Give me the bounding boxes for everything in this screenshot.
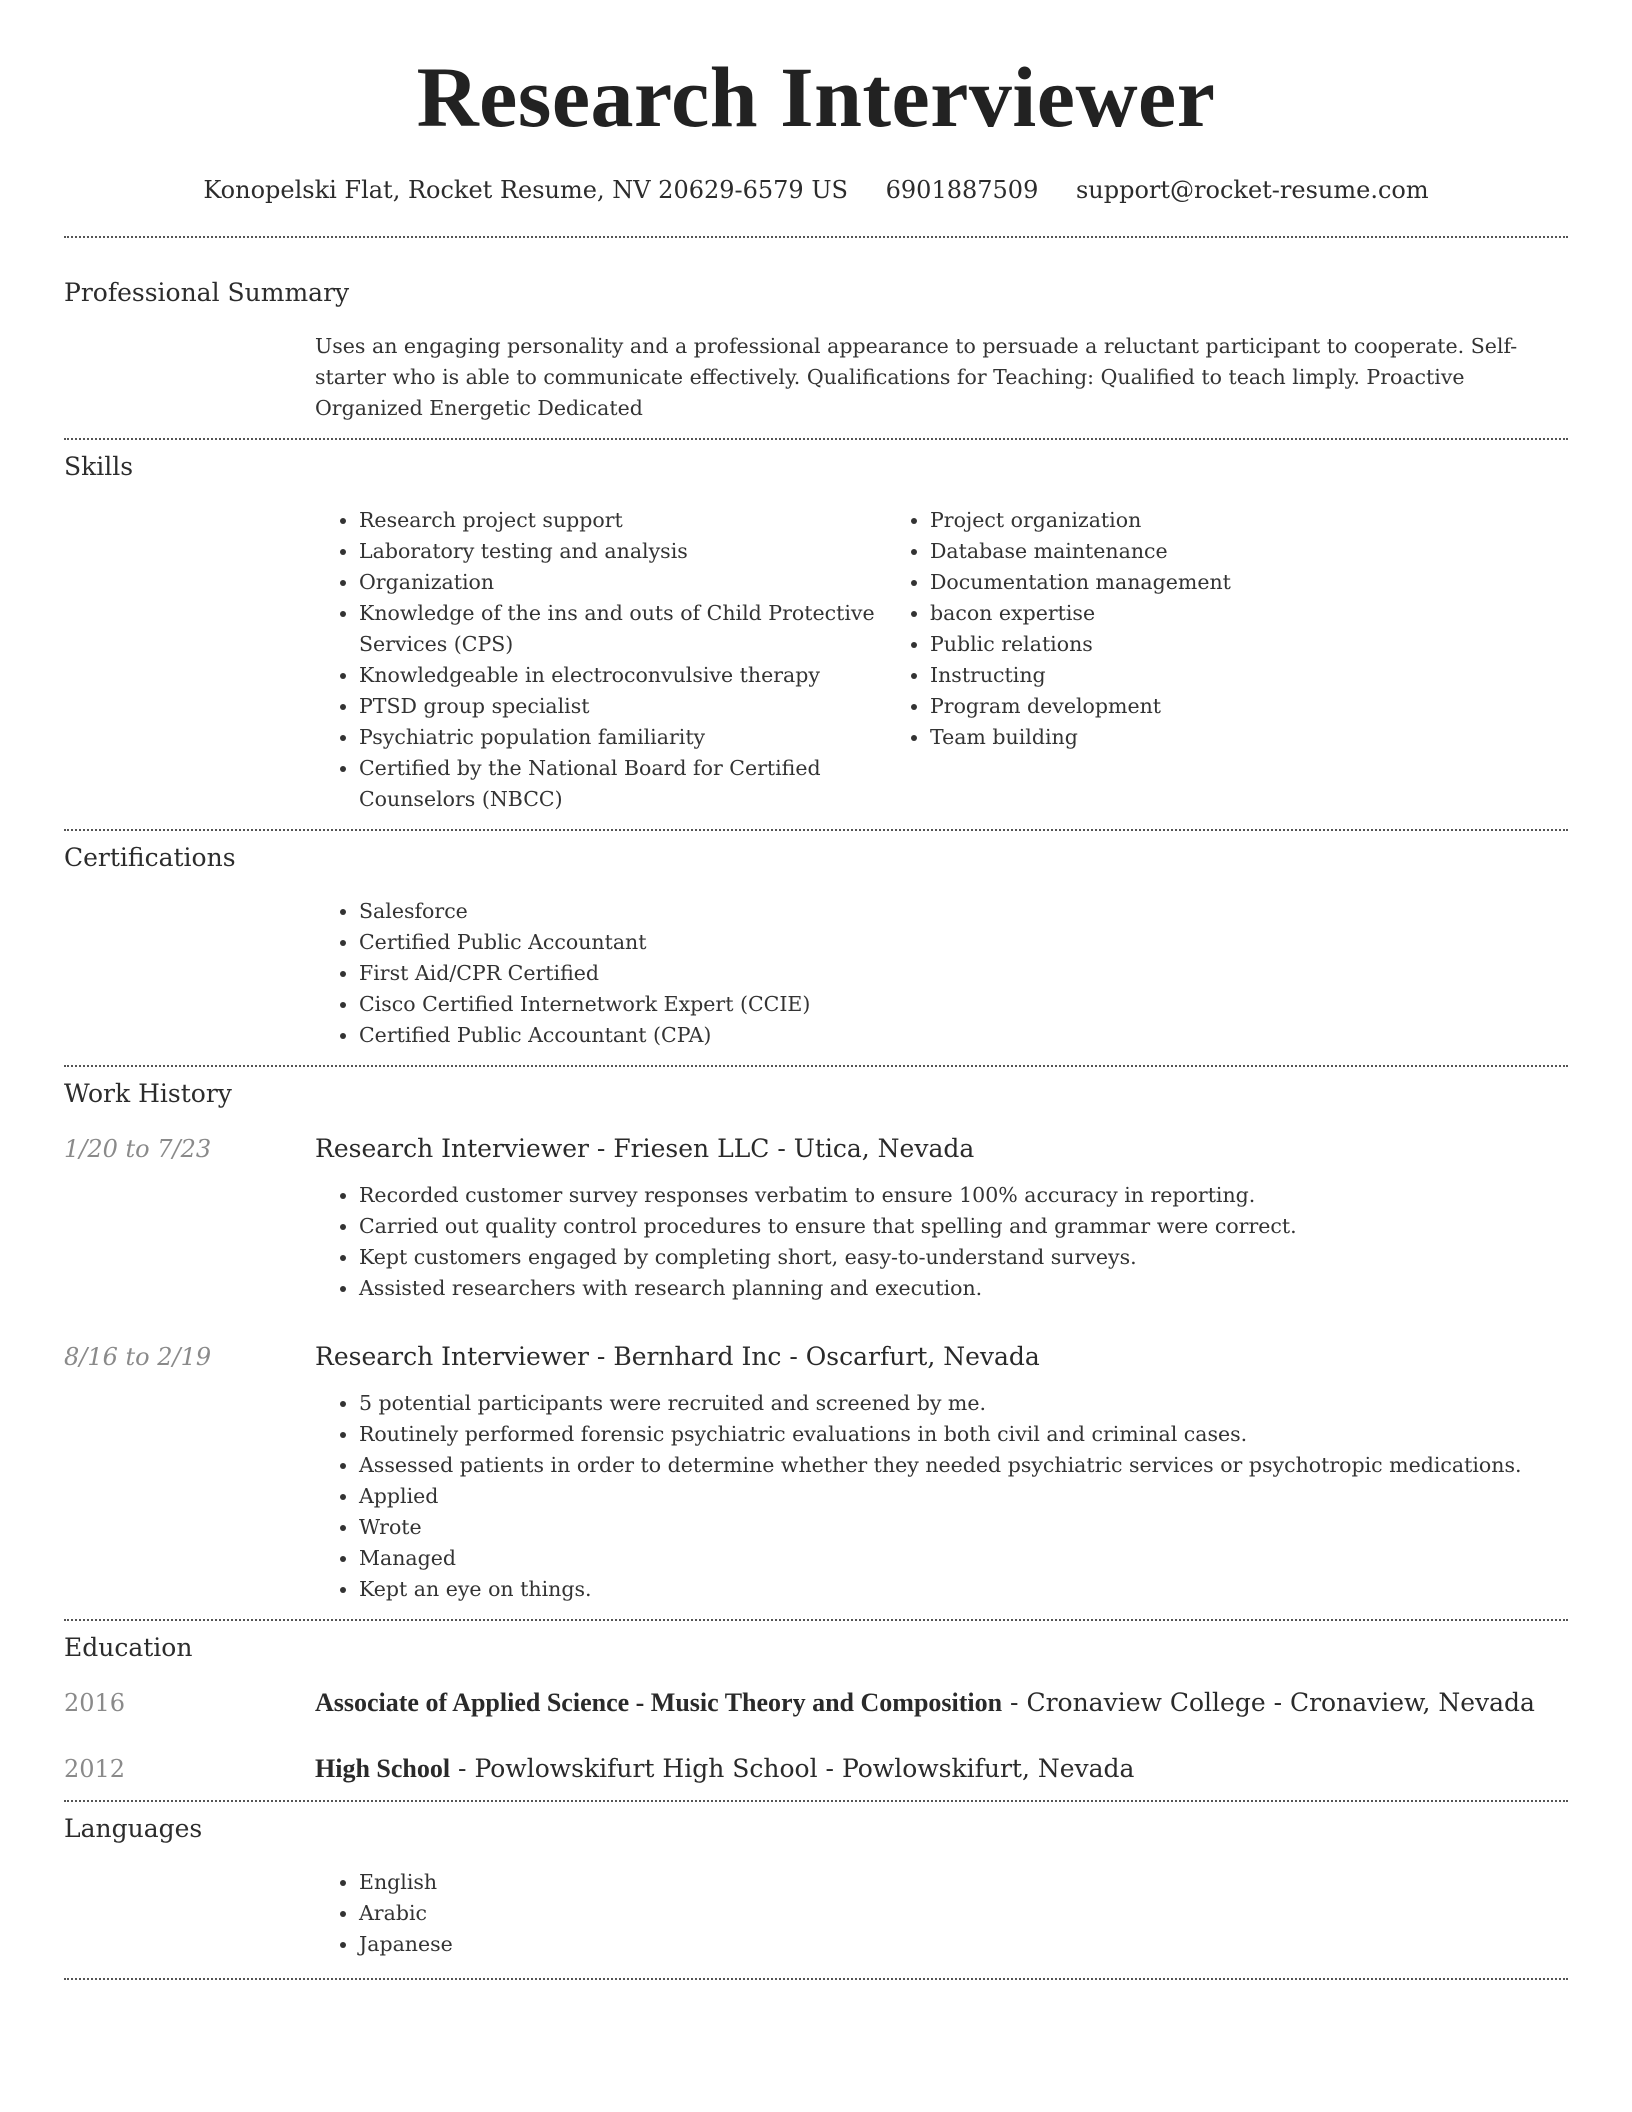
language-item: • Japanese [359,1929,1568,1960]
section-title-summary: Professional Summary [64,278,350,307]
skill-item: • Instructing [930,660,1416,691]
job-company: Bernhard Inc [613,1342,782,1371]
skills-section [64,440,1568,829]
separator: - [781,1342,806,1371]
section-title-skills: Skills [64,452,134,481]
job-bullet: • Kept customers engaged by completing short, easy-to-understand surveys. [359,1242,1568,1273]
separator: - [588,1342,614,1371]
contact-email: support@rocket-resume.com [1075,176,1429,204]
certifications-list [315,896,1568,1051]
skill-item: • Laboratory testing and analysis [359,536,886,567]
job-bullet: • Routinely performed forensic psychiatric evaluations in both civil and criminal cases. [359,1419,1568,1450]
education-degree: Associate of Applied Science - Music Theory and Composition [315,1688,1003,1717]
skills-list-right [886,505,1416,815]
skill-item: • Team building [930,722,1416,753]
job-bullet: • Assisted researchers with research planning and execution. [359,1273,1568,1304]
education-location: Powlowskifurt, Nevada [841,1754,1135,1783]
skill-item: • Certified by the National Board for Certified Counselors (NBCC) [359,753,886,815]
education-entry [64,1688,1568,1718]
job-location: Oscarfurt, Nevada [805,1342,1040,1371]
certification-item: • First Aid/CPR Certified [359,958,1568,989]
language-item: • English [359,1867,1568,1898]
job-bullet: • Recorded customer survey responses verbatim to ensure 100% accuracy in reporting. [359,1180,1568,1211]
summary-text: Uses an engaging personality and a professional appearance to persuade a reluctant participant to cooperate. Self-starter who is able to communicate effectively. Qualifications for Teaching: Qualified to teach limply. Proactive Organized Energetic Dedicated [315,334,1518,420]
education-school: Powlowskifurt High School [474,1754,818,1783]
languages-section [64,1802,1568,1978]
certification-item: • Certified Public Accountant (CPA) [359,1020,1568,1051]
job-heading [315,1342,1040,1371]
separator: - [1265,1688,1290,1717]
education-heading [315,1688,1535,1718]
job-bullet: • Carried out quality control procedures to ensure that spelling and grammar were correct. [359,1211,1568,1242]
education-location: Cronaview, Nevada [1289,1688,1535,1717]
certifications-section [64,831,1568,1065]
separator: - [769,1134,794,1163]
job-location: Utica, Nevada [793,1134,975,1163]
skill-item: • Project organization [930,505,1416,536]
job-bullet: • Applied [359,1481,1568,1512]
job-bullet: • 5 potential participants were recruited and screened by me. [359,1388,1568,1419]
job-dates: 1/20 to 7/23 [64,1135,212,1163]
languages-list [315,1867,1568,1960]
separator: - [588,1134,614,1163]
job-heading [315,1134,974,1163]
job-entry [64,1134,1568,1304]
separator: - [450,1754,475,1783]
job-bullet: • Managed [359,1543,1568,1574]
education-degree: High School [315,1754,451,1783]
education-school: Cronaview College [1026,1688,1266,1717]
section-title-languages: Languages [64,1814,203,1843]
job-dates: 8/16 to 2/19 [64,1343,212,1371]
skill-item: • Program development [930,691,1416,722]
education-heading [315,1754,1134,1784]
skill-item: • Documentation management [930,567,1416,598]
job-company: Friesen LLC [613,1134,770,1163]
job-bullet: • Assessed patients in order to determine whether they needed psychiatric services or psychotropic medications. [359,1450,1568,1481]
skill-item: • Research project support [359,505,886,536]
summary-section [64,238,1568,438]
skill-item: • bacon expertise [930,598,1416,629]
education-entry [64,1754,1568,1784]
job-role: Research Interviewer [315,1134,589,1163]
education-year: 2012 [64,1755,126,1783]
separator: - [817,1754,842,1783]
job-bullet: • Wrote [359,1512,1568,1543]
job-role: Research Interviewer [315,1342,589,1371]
candidate-name: Research Interviewer [416,49,1216,145]
skill-item: • Organization [359,567,886,598]
divider [64,1978,1568,1980]
separator: - [1002,1688,1027,1717]
language-item: • Arabic [359,1898,1568,1929]
section-title-education: Education [64,1633,193,1662]
skill-item: • Public relations [930,629,1416,660]
contact-line [64,174,1568,206]
work-history-section [64,1067,1568,1619]
contact-address: Konopelski Flat, Rocket Resume, NV 20629-6579 US [203,176,848,204]
section-title-work: Work History [64,1079,232,1108]
education-section [64,1621,1568,1800]
education-year: 2016 [64,1689,126,1717]
skill-item: • Knowledgeable in electroconvulsive therapy [359,660,886,691]
certification-item: • Cisco Certified Internetwork Expert (CCIE) [359,989,1568,1020]
job-entry [64,1342,1568,1605]
skill-item: • Database maintenance [930,536,1416,567]
certification-item: • Certified Public Accountant [359,927,1568,958]
job-bullets [315,1180,1568,1304]
job-bullet: • Kept an eye on things. [359,1574,1568,1605]
certification-item: • Salesforce [359,896,1568,927]
job-bullets [315,1388,1568,1605]
skill-item: • Knowledge of the ins and outs of Child Protective Services (CPS) [359,598,886,660]
skill-item: • PTSD group specialist [359,691,886,722]
skill-item: • Psychiatric population familiarity [359,722,886,753]
section-title-certifications: Certifications [64,843,236,872]
contact-phone: 6901887509 [885,176,1039,204]
skills-list-left [315,505,886,815]
